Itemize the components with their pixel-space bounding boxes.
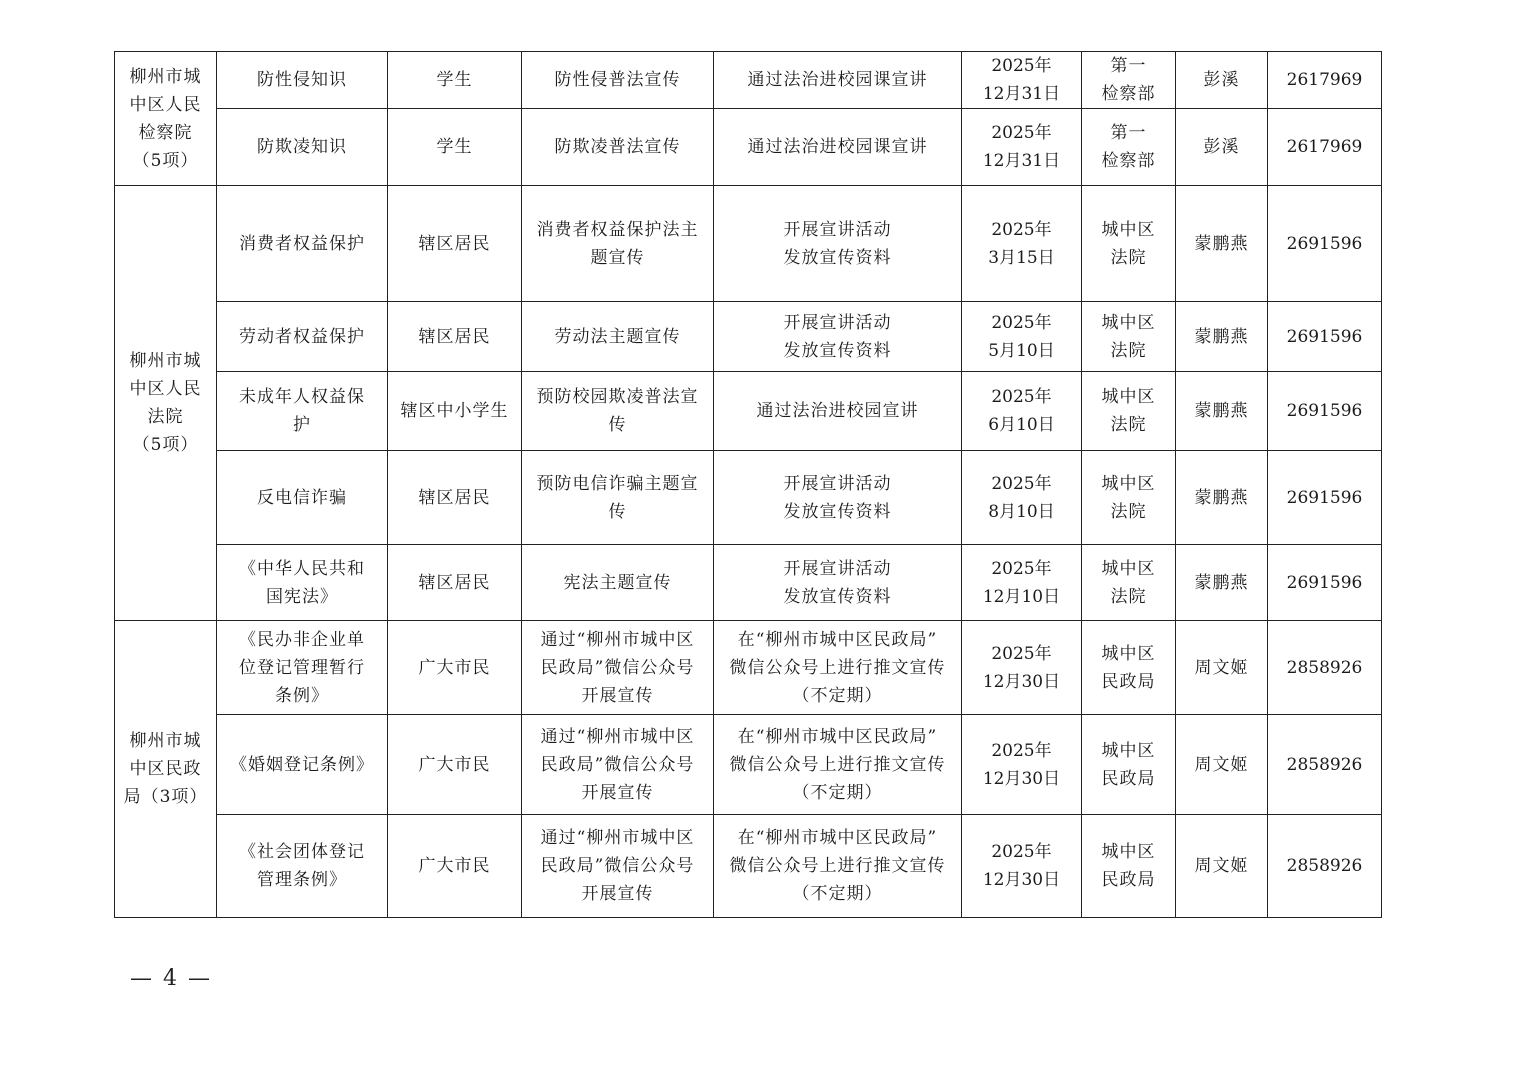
content-cell: 消费者权益保护 bbox=[217, 186, 388, 302]
phone-cell: 2691596 bbox=[1268, 451, 1382, 545]
contact-person-cell: 蒙鹏燕 bbox=[1176, 186, 1268, 302]
contact-person-cell: 周文姬 bbox=[1176, 621, 1268, 715]
department-cell: 第一 检察部 bbox=[1082, 52, 1176, 109]
method-cell: 在“柳州市城中区民政局” 微信公众号上进行推文宣传 （不定期） bbox=[714, 815, 962, 918]
contact-person-cell: 蒙鹏燕 bbox=[1176, 302, 1268, 372]
table-row bbox=[115, 372, 1382, 451]
table-row bbox=[115, 815, 1382, 918]
organization-cell: 柳州市城 中区人民 检察院 （5项） bbox=[115, 52, 217, 186]
department-cell: 城中区 民政局 bbox=[1082, 715, 1176, 815]
contact-person-cell: 周文姬 bbox=[1176, 815, 1268, 918]
theme-cell: 通过“柳州市城中区 民政局”微信公众号 开展宣传 bbox=[522, 621, 714, 715]
theme-cell: 通过“柳州市城中区 民政局”微信公众号 开展宣传 bbox=[522, 715, 714, 815]
date-cell: 2025年 8月10日 bbox=[962, 451, 1082, 545]
method-cell: 开展宣讲活动 发放宣传资料 bbox=[714, 186, 962, 302]
date-cell: 2025年 12月31日 bbox=[962, 109, 1082, 186]
date-cell: 2025年 5月10日 bbox=[962, 302, 1082, 372]
method-cell: 通过法治进校园课宣讲 bbox=[714, 52, 962, 109]
phone-cell: 2617969 bbox=[1268, 109, 1382, 186]
department-cell: 城中区 民政局 bbox=[1082, 815, 1176, 918]
law-publicity-table bbox=[114, 51, 1382, 918]
contact-person-cell: 蒙鹏燕 bbox=[1176, 451, 1268, 545]
department-cell: 城中区 法院 bbox=[1082, 302, 1176, 372]
content-cell: 《婚姻登记条例》 bbox=[217, 715, 388, 815]
content-cell: 劳动者权益保护 bbox=[217, 302, 388, 372]
table-row bbox=[115, 302, 1382, 372]
department-cell: 城中区 法院 bbox=[1082, 372, 1176, 451]
table-row bbox=[115, 186, 1382, 302]
department-cell: 城中区 法院 bbox=[1082, 186, 1176, 302]
content-cell: 反电信诈骗 bbox=[217, 451, 388, 545]
contact-person-cell: 蒙鹏燕 bbox=[1176, 545, 1268, 621]
method-cell: 在“柳州市城中区民政局” 微信公众号上进行推文宣传 （不定期） bbox=[714, 621, 962, 715]
audience-cell: 广大市民 bbox=[388, 715, 522, 815]
contact-person-cell: 周文姬 bbox=[1176, 715, 1268, 815]
audience-cell: 辖区居民 bbox=[388, 545, 522, 621]
theme-cell: 预防校园欺凌普法宣 传 bbox=[522, 372, 714, 451]
theme-cell: 消费者权益保护法主 题宣传 bbox=[522, 186, 714, 302]
date-cell: 2025年 12月31日 bbox=[962, 52, 1082, 109]
date-cell: 2025年 3月15日 bbox=[962, 186, 1082, 302]
phone-cell: 2691596 bbox=[1268, 302, 1382, 372]
theme-cell: 劳动法主题宣传 bbox=[522, 302, 714, 372]
method-cell: 在“柳州市城中区民政局” 微信公众号上进行推文宣传 （不定期） bbox=[714, 715, 962, 815]
phone-cell: 2691596 bbox=[1268, 372, 1382, 451]
theme-cell: 防性侵普法宣传 bbox=[522, 52, 714, 109]
organization-cell: 柳州市城 中区人民 法院 （5项） bbox=[115, 186, 217, 621]
theme-cell: 预防电信诈骗主题宣 传 bbox=[522, 451, 714, 545]
department-cell: 城中区 法院 bbox=[1082, 451, 1176, 545]
phone-cell: 2691596 bbox=[1268, 186, 1382, 302]
audience-cell: 辖区中小学生 bbox=[388, 372, 522, 451]
audience-cell: 广大市民 bbox=[388, 815, 522, 918]
date-cell: 2025年 12月30日 bbox=[962, 621, 1082, 715]
table-row bbox=[115, 621, 1382, 715]
audience-cell: 广大市民 bbox=[388, 621, 522, 715]
contact-person-cell: 彭溪 bbox=[1176, 52, 1268, 109]
table-row bbox=[115, 52, 1382, 109]
organization-cell: 柳州市城 中区民政 局（3项） bbox=[115, 621, 217, 918]
department-cell: 城中区 法院 bbox=[1082, 545, 1176, 621]
theme-cell: 通过“柳州市城中区 民政局”微信公众号 开展宣传 bbox=[522, 815, 714, 918]
department-cell: 城中区 民政局 bbox=[1082, 621, 1176, 715]
content-cell: 《社会团体登记 管理条例》 bbox=[217, 815, 388, 918]
theme-cell: 防欺凌普法宣传 bbox=[522, 109, 714, 186]
table-row bbox=[115, 109, 1382, 186]
content-cell: 《民办非企业单 位登记管理暂行 条例》 bbox=[217, 621, 388, 715]
method-cell: 开展宣讲活动 发放宣传资料 bbox=[714, 545, 962, 621]
phone-cell: 2617969 bbox=[1268, 52, 1382, 109]
date-cell: 2025年 12月30日 bbox=[962, 715, 1082, 815]
method-cell: 开展宣讲活动 发放宣传资料 bbox=[714, 451, 962, 545]
date-cell: 2025年 12月10日 bbox=[962, 545, 1082, 621]
audience-cell: 学生 bbox=[388, 52, 522, 109]
method-cell: 通过法治进校园课宣讲 bbox=[714, 109, 962, 186]
date-cell: 2025年 6月10日 bbox=[962, 372, 1082, 451]
phone-cell: 2691596 bbox=[1268, 545, 1382, 621]
table-body bbox=[115, 52, 1382, 918]
page-number: — 4 — bbox=[130, 966, 212, 991]
theme-cell: 宪法主题宣传 bbox=[522, 545, 714, 621]
audience-cell: 学生 bbox=[388, 109, 522, 186]
phone-cell: 2858926 bbox=[1268, 815, 1382, 918]
phone-cell: 2858926 bbox=[1268, 715, 1382, 815]
contact-person-cell: 彭溪 bbox=[1176, 109, 1268, 186]
audience-cell: 辖区居民 bbox=[388, 451, 522, 545]
phone-cell: 2858926 bbox=[1268, 621, 1382, 715]
audience-cell: 辖区居民 bbox=[388, 186, 522, 302]
table-row bbox=[115, 545, 1382, 621]
method-cell: 开展宣讲活动 发放宣传资料 bbox=[714, 302, 962, 372]
content-cell: 防性侵知识 bbox=[217, 52, 388, 109]
table-row bbox=[115, 715, 1382, 815]
content-cell: 《中华人民共和 国宪法》 bbox=[217, 545, 388, 621]
audience-cell: 辖区居民 bbox=[388, 302, 522, 372]
method-cell: 通过法治进校园宣讲 bbox=[714, 372, 962, 451]
date-cell: 2025年 12月30日 bbox=[962, 815, 1082, 918]
contact-person-cell: 蒙鹏燕 bbox=[1176, 372, 1268, 451]
content-cell: 未成年人权益保 护 bbox=[217, 372, 388, 451]
department-cell: 第一 检察部 bbox=[1082, 109, 1176, 186]
content-cell: 防欺凌知识 bbox=[217, 109, 388, 186]
table-row bbox=[115, 451, 1382, 545]
